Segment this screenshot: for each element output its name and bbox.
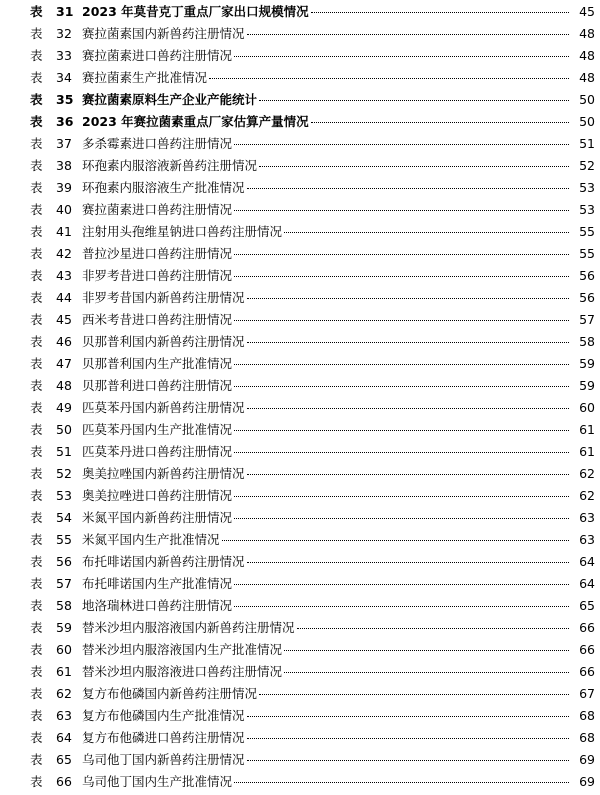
dot-leader bbox=[311, 12, 569, 13]
toc-entry-table-39[interactable] bbox=[30, 177, 595, 199]
dot-leader bbox=[234, 320, 569, 321]
table-number: 62 bbox=[56, 686, 72, 701]
toc-entry-table-34[interactable] bbox=[30, 67, 595, 89]
table-prefix: 表 bbox=[30, 620, 43, 635]
dot-leader bbox=[209, 78, 569, 79]
toc-entry-table-65[interactable] bbox=[30, 749, 595, 771]
dot-leader bbox=[234, 430, 569, 431]
toc-entry-table-48[interactable] bbox=[30, 375, 595, 397]
table-prefix: 表 bbox=[30, 708, 43, 723]
toc-entry-table-52[interactable] bbox=[30, 463, 595, 485]
table-title: 赛拉菌素国内新兽药注册情况 bbox=[82, 26, 245, 41]
dot-leader bbox=[247, 298, 569, 299]
page-number: 61 bbox=[579, 444, 595, 459]
toc-entry-table-61[interactable] bbox=[30, 661, 595, 683]
table-title: 复方布他磷国内生产批准情况 bbox=[82, 708, 245, 723]
page-number: 64 bbox=[579, 554, 595, 569]
toc-entry-table-36[interactable] bbox=[30, 111, 595, 133]
table-prefix: 表 bbox=[30, 422, 43, 437]
toc-entry-table-35[interactable] bbox=[30, 89, 595, 111]
table-title: 替米沙坦内服溶液进口兽药注册情况 bbox=[82, 664, 283, 679]
table-prefix: 表 bbox=[30, 642, 43, 657]
toc-entry-table-33[interactable] bbox=[30, 45, 595, 67]
toc-entry-table-54[interactable] bbox=[30, 507, 595, 529]
toc-entry-table-64[interactable] bbox=[30, 727, 595, 749]
table-prefix: 表 bbox=[30, 246, 43, 261]
table-prefix: 表 bbox=[30, 752, 43, 767]
toc-entry-table-63[interactable] bbox=[30, 705, 595, 727]
table-title: 环孢素内服溶液新兽药注册情况 bbox=[82, 158, 258, 173]
page-number: 60 bbox=[579, 400, 595, 415]
page-number: 69 bbox=[579, 752, 595, 767]
dot-leader bbox=[311, 122, 569, 123]
table-prefix: 表 bbox=[30, 532, 43, 547]
table-title: 2023 年莫昔克丁重点厂家出口规模情况 bbox=[82, 4, 309, 19]
table-number: 64 bbox=[56, 730, 72, 745]
dot-leader bbox=[247, 474, 569, 475]
table-title: 贝那普利国内生产批准情况 bbox=[82, 356, 233, 371]
table-prefix: 表 bbox=[30, 70, 43, 85]
dot-leader bbox=[247, 34, 569, 35]
table-title: 赛拉菌素进口兽药注册情况 bbox=[82, 202, 233, 217]
table-number: 56 bbox=[56, 554, 72, 569]
toc-entry-table-55[interactable] bbox=[30, 529, 595, 551]
toc-entry-table-66[interactable] bbox=[30, 771, 595, 793]
table-number: 31 bbox=[56, 4, 74, 19]
dot-leader bbox=[234, 276, 569, 277]
table-number: 55 bbox=[56, 532, 72, 547]
dot-leader bbox=[284, 232, 569, 233]
table-title: 非罗考昔进口兽药注册情况 bbox=[82, 268, 233, 283]
toc-entry-table-41[interactable] bbox=[30, 221, 595, 243]
dot-leader bbox=[247, 188, 569, 189]
toc-entry-table-32[interactable] bbox=[30, 23, 595, 45]
dot-leader bbox=[259, 100, 569, 101]
table-prefix: 表 bbox=[30, 400, 43, 415]
table-number: 54 bbox=[56, 510, 72, 525]
table-title: 环孢素内服溶液生产批准情况 bbox=[82, 180, 245, 195]
page-number: 68 bbox=[579, 730, 595, 745]
page-number: 59 bbox=[579, 378, 595, 393]
table-title: 匹莫苯丹进口兽药注册情况 bbox=[82, 444, 233, 459]
table-title: 奥美拉唑进口兽药注册情况 bbox=[82, 488, 233, 503]
page-number: 66 bbox=[579, 664, 595, 679]
table-prefix: 表 bbox=[30, 554, 43, 569]
toc-entry-table-49[interactable] bbox=[30, 397, 595, 419]
table-prefix: 表 bbox=[30, 510, 43, 525]
table-number: 36 bbox=[56, 114, 74, 129]
toc-entry-table-50[interactable] bbox=[30, 419, 595, 441]
page-number: 64 bbox=[579, 576, 595, 591]
table-number: 49 bbox=[56, 400, 72, 415]
page-number: 66 bbox=[579, 620, 595, 635]
page-number: 61 bbox=[579, 422, 595, 437]
page-number: 55 bbox=[579, 224, 595, 239]
toc-entry-table-59[interactable] bbox=[30, 617, 595, 639]
page-number: 65 bbox=[579, 598, 595, 613]
dot-leader bbox=[284, 650, 569, 651]
table-prefix: 表 bbox=[30, 136, 43, 151]
table-title: 匹莫苯丹国内新兽药注册情况 bbox=[82, 400, 245, 415]
table-title: 乌司他丁国内新兽药注册情况 bbox=[82, 752, 245, 767]
table-prefix: 表 bbox=[30, 488, 43, 503]
table-title: 2023 年赛拉菌素重点厂家估算产量情况 bbox=[82, 114, 309, 129]
table-title: 布托啡诺国内新兽药注册情况 bbox=[82, 554, 245, 569]
table-prefix: 表 bbox=[30, 730, 43, 745]
table-prefix: 表 bbox=[30, 774, 43, 789]
dot-leader bbox=[259, 166, 569, 167]
toc-entry-table-37[interactable] bbox=[30, 133, 595, 155]
table-prefix: 表 bbox=[30, 378, 43, 393]
page-number: 62 bbox=[579, 488, 595, 503]
dot-leader bbox=[284, 672, 569, 673]
table-number: 34 bbox=[56, 70, 72, 85]
table-title: 多杀霉素进口兽药注册情况 bbox=[82, 136, 233, 151]
page-number: 51 bbox=[579, 136, 595, 151]
table-number: 39 bbox=[56, 180, 72, 195]
page-number: 55 bbox=[579, 246, 595, 261]
page-number: 45 bbox=[579, 4, 595, 19]
table-prefix: 表 bbox=[30, 576, 43, 591]
table-number: 51 bbox=[56, 444, 72, 459]
dot-leader bbox=[247, 562, 569, 563]
table-number: 59 bbox=[56, 620, 72, 635]
dot-leader bbox=[234, 144, 569, 145]
page-number: 53 bbox=[579, 180, 595, 195]
toc-entry-table-45[interactable] bbox=[30, 309, 595, 331]
toc-entry-table-56[interactable] bbox=[30, 551, 595, 573]
table-prefix: 表 bbox=[30, 158, 43, 173]
dot-leader bbox=[234, 782, 569, 783]
table-title: 匹莫苯丹国内生产批准情况 bbox=[82, 422, 233, 437]
table-title: 奥美拉唑国内新兽药注册情况 bbox=[82, 466, 245, 481]
table-number: 41 bbox=[56, 224, 72, 239]
page-number: 50 bbox=[579, 114, 595, 129]
table-number: 60 bbox=[56, 642, 72, 657]
table-number: 52 bbox=[56, 466, 72, 481]
dot-leader bbox=[247, 760, 569, 761]
table-number: 53 bbox=[56, 488, 72, 503]
table-title: 赛拉菌素进口兽药注册情况 bbox=[82, 48, 233, 63]
toc-entry-table-60[interactable] bbox=[30, 639, 595, 661]
table-number: 40 bbox=[56, 202, 72, 217]
table-prefix: 表 bbox=[30, 114, 43, 129]
toc-entry-table-44[interactable] bbox=[30, 287, 595, 309]
table-prefix: 表 bbox=[30, 268, 43, 283]
table-title: 米氮平国内生产批准情况 bbox=[82, 532, 220, 547]
page-number: 59 bbox=[579, 356, 595, 371]
table-prefix: 表 bbox=[30, 312, 43, 327]
dot-leader bbox=[247, 716, 569, 717]
table-number: 38 bbox=[56, 158, 72, 173]
table-number: 43 bbox=[56, 268, 72, 283]
table-title: 米氮平国内新兽药注册情况 bbox=[82, 510, 233, 525]
toc-entry-table-40[interactable] bbox=[30, 199, 595, 221]
table-number: 46 bbox=[56, 334, 72, 349]
table-title: 非罗考昔国内新兽药注册情况 bbox=[82, 290, 245, 305]
table-prefix: 表 bbox=[30, 334, 43, 349]
table-prefix: 表 bbox=[30, 26, 43, 41]
table-prefix: 表 bbox=[30, 92, 43, 107]
dot-leader bbox=[259, 694, 569, 695]
table-number: 66 bbox=[56, 774, 72, 789]
table-number: 45 bbox=[56, 312, 72, 327]
page-number: 56 bbox=[579, 290, 595, 305]
dot-leader bbox=[234, 518, 569, 519]
table-number: 37 bbox=[56, 136, 72, 151]
dot-leader bbox=[247, 342, 569, 343]
table-number: 65 bbox=[56, 752, 72, 767]
dot-leader bbox=[234, 254, 569, 255]
page-number: 68 bbox=[579, 708, 595, 723]
toc-entry-table-51[interactable] bbox=[30, 441, 595, 463]
toc-entry-table-62[interactable] bbox=[30, 683, 595, 705]
dot-leader bbox=[234, 210, 569, 211]
table-prefix: 表 bbox=[30, 48, 43, 63]
page-number: 67 bbox=[579, 686, 595, 701]
table-number: 48 bbox=[56, 378, 72, 393]
table-title: 普拉沙星进口兽药注册情况 bbox=[82, 246, 233, 261]
dot-leader bbox=[234, 364, 569, 365]
table-number: 61 bbox=[56, 664, 72, 679]
dot-leader bbox=[247, 408, 569, 409]
toc-entry-table-53[interactable] bbox=[30, 485, 595, 507]
page-number: 58 bbox=[579, 334, 595, 349]
table-title: 地洛瑞林进口兽药注册情况 bbox=[82, 598, 233, 613]
table-number: 32 bbox=[56, 26, 72, 41]
dot-leader bbox=[234, 584, 569, 585]
page-number: 63 bbox=[579, 510, 595, 525]
dot-leader bbox=[234, 496, 569, 497]
table-prefix: 表 bbox=[30, 180, 43, 195]
table-number: 47 bbox=[56, 356, 72, 371]
table-prefix: 表 bbox=[30, 598, 43, 613]
toc-entry-table-46[interactable] bbox=[30, 331, 595, 353]
table-prefix: 表 bbox=[30, 466, 43, 481]
page-number: 56 bbox=[579, 268, 595, 283]
dot-leader bbox=[222, 540, 569, 541]
table-number: 42 bbox=[56, 246, 72, 261]
table-number: 50 bbox=[56, 422, 72, 437]
toc-entry-table-47[interactable] bbox=[30, 353, 595, 375]
toc-entry-table-38[interactable] bbox=[30, 155, 595, 177]
page-number: 69 bbox=[579, 774, 595, 789]
page-number: 48 bbox=[579, 48, 595, 63]
table-title: 注射用头孢维星钠进口兽药注册情况 bbox=[82, 224, 283, 239]
table-number: 63 bbox=[56, 708, 72, 723]
page-number: 57 bbox=[579, 312, 595, 327]
table-number: 58 bbox=[56, 598, 72, 613]
table-title: 替米沙坦内服溶液国内新兽药注册情况 bbox=[82, 620, 295, 635]
table-title: 复方布他磷国内新兽药注册情况 bbox=[82, 686, 258, 701]
table-prefix: 表 bbox=[30, 224, 43, 239]
toc-entry-table-43[interactable] bbox=[30, 265, 595, 287]
dot-leader bbox=[247, 738, 569, 739]
table-prefix: 表 bbox=[30, 290, 43, 305]
table-of-contents bbox=[30, 1, 595, 793]
page-number: 66 bbox=[579, 642, 595, 657]
toc-entry-table-42[interactable] bbox=[30, 243, 595, 265]
table-prefix: 表 bbox=[30, 202, 43, 217]
table-title: 替米沙坦内服溶液国内生产批准情况 bbox=[82, 642, 283, 657]
table-number: 44 bbox=[56, 290, 72, 305]
table-title: 乌司他丁国内生产批准情况 bbox=[82, 774, 233, 789]
page-number: 48 bbox=[579, 26, 595, 41]
dot-leader bbox=[234, 606, 569, 607]
dot-leader bbox=[234, 56, 569, 57]
dot-leader bbox=[234, 386, 569, 387]
table-title: 贝那普利国内新兽药注册情况 bbox=[82, 334, 245, 349]
table-title: 赛拉菌素生产批准情况 bbox=[82, 70, 208, 85]
page-number: 50 bbox=[579, 92, 595, 107]
dot-leader bbox=[234, 452, 569, 453]
table-title: 西米考昔进口兽药注册情况 bbox=[82, 312, 233, 327]
table-prefix: 表 bbox=[30, 664, 43, 679]
page-number: 53 bbox=[579, 202, 595, 217]
table-title: 布托啡诺国内生产批准情况 bbox=[82, 576, 233, 591]
toc-entry-table-57[interactable] bbox=[30, 573, 595, 595]
table-number: 33 bbox=[56, 48, 72, 63]
toc-entry-table-58[interactable] bbox=[30, 595, 595, 617]
table-number: 35 bbox=[56, 92, 74, 107]
page-number: 52 bbox=[579, 158, 595, 173]
page-number: 48 bbox=[579, 70, 595, 85]
page-number: 63 bbox=[579, 532, 595, 547]
table-number: 57 bbox=[56, 576, 72, 591]
table-title: 复方布他磷进口兽药注册情况 bbox=[82, 730, 245, 745]
table-prefix: 表 bbox=[30, 444, 43, 459]
table-prefix: 表 bbox=[30, 686, 43, 701]
toc-entry-table-31[interactable] bbox=[30, 1, 595, 23]
table-prefix: 表 bbox=[30, 4, 43, 19]
table-title: 贝那普利进口兽药注册情况 bbox=[82, 378, 233, 393]
table-prefix: 表 bbox=[30, 356, 43, 371]
page-number: 62 bbox=[579, 466, 595, 481]
dot-leader bbox=[297, 628, 569, 629]
table-title: 赛拉菌素原料生产企业产能统计 bbox=[82, 92, 258, 107]
